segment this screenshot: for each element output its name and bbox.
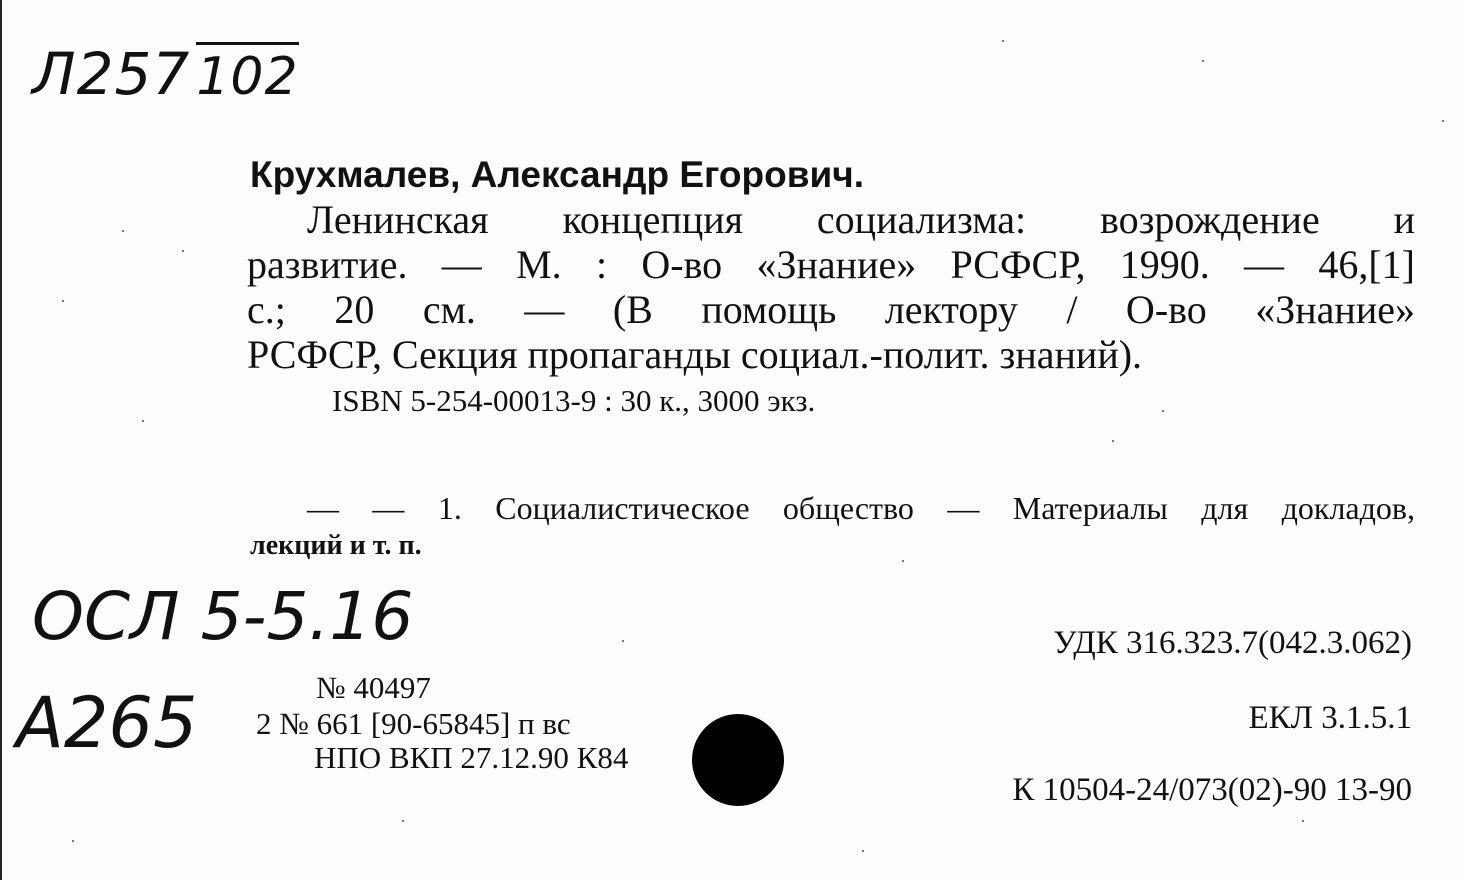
call-number-fraction: 102 [196,42,298,107]
speck [1162,410,1164,412]
speck [1202,60,1204,62]
author-heading: Крухмалев, Александр Егорович. [250,154,864,195]
ekl-code: ЕКЛ 3.1.5.1 [1248,700,1412,736]
npo-info: НПО ВКП 27.12.90 К84 [314,740,629,775]
speck [182,250,184,252]
speck [902,560,904,562]
isbn-line: ISBN 5-254-00013-9 : 30 к., 3000 экз. [332,383,816,418]
accession-number: № 40497 [316,670,431,705]
description-line: развитие. — М. : О-во «Знание» РСФСР, 1990. — 46,[1] [247,242,1415,287]
print-info: 2 № 661 [90-65845] п вс [256,706,571,741]
speck [62,300,64,302]
speck [622,640,624,642]
punch-hole [692,714,784,806]
speck [402,820,404,822]
handwritten-call-number [32,40,299,108]
subject-heading-continued: лекций и т. п. [250,530,422,561]
title-line: Ленинская концепция социализма: возрождение и [307,197,1415,242]
call-number-main: Л257 [32,40,191,108]
speck [1302,820,1304,822]
speck [122,230,124,232]
handwritten-side-mark: А265 [16,682,198,764]
speck [142,420,144,422]
speck [72,840,74,842]
series-line: РСФСР, Секция пропаганды социал.-полит. знаний). [247,332,1143,377]
speck [1002,40,1004,42]
speck [862,850,864,852]
description-line: с.; 20 см. — (В помощь лектору / О-во «Знание» [247,287,1415,332]
k-code: К 10504-24/073(02)-90 13-90 [1012,772,1412,808]
speck [1442,120,1444,122]
handwritten-shelf-mark: ОСЛ 5-5.16 [32,578,414,655]
speck [1112,440,1114,442]
subject-heading: — — 1. Социалистическое общество — Материалы для докладов, [307,490,1415,526]
udk-code: УДК 316.323.7(042.3.062) [1053,625,1412,661]
